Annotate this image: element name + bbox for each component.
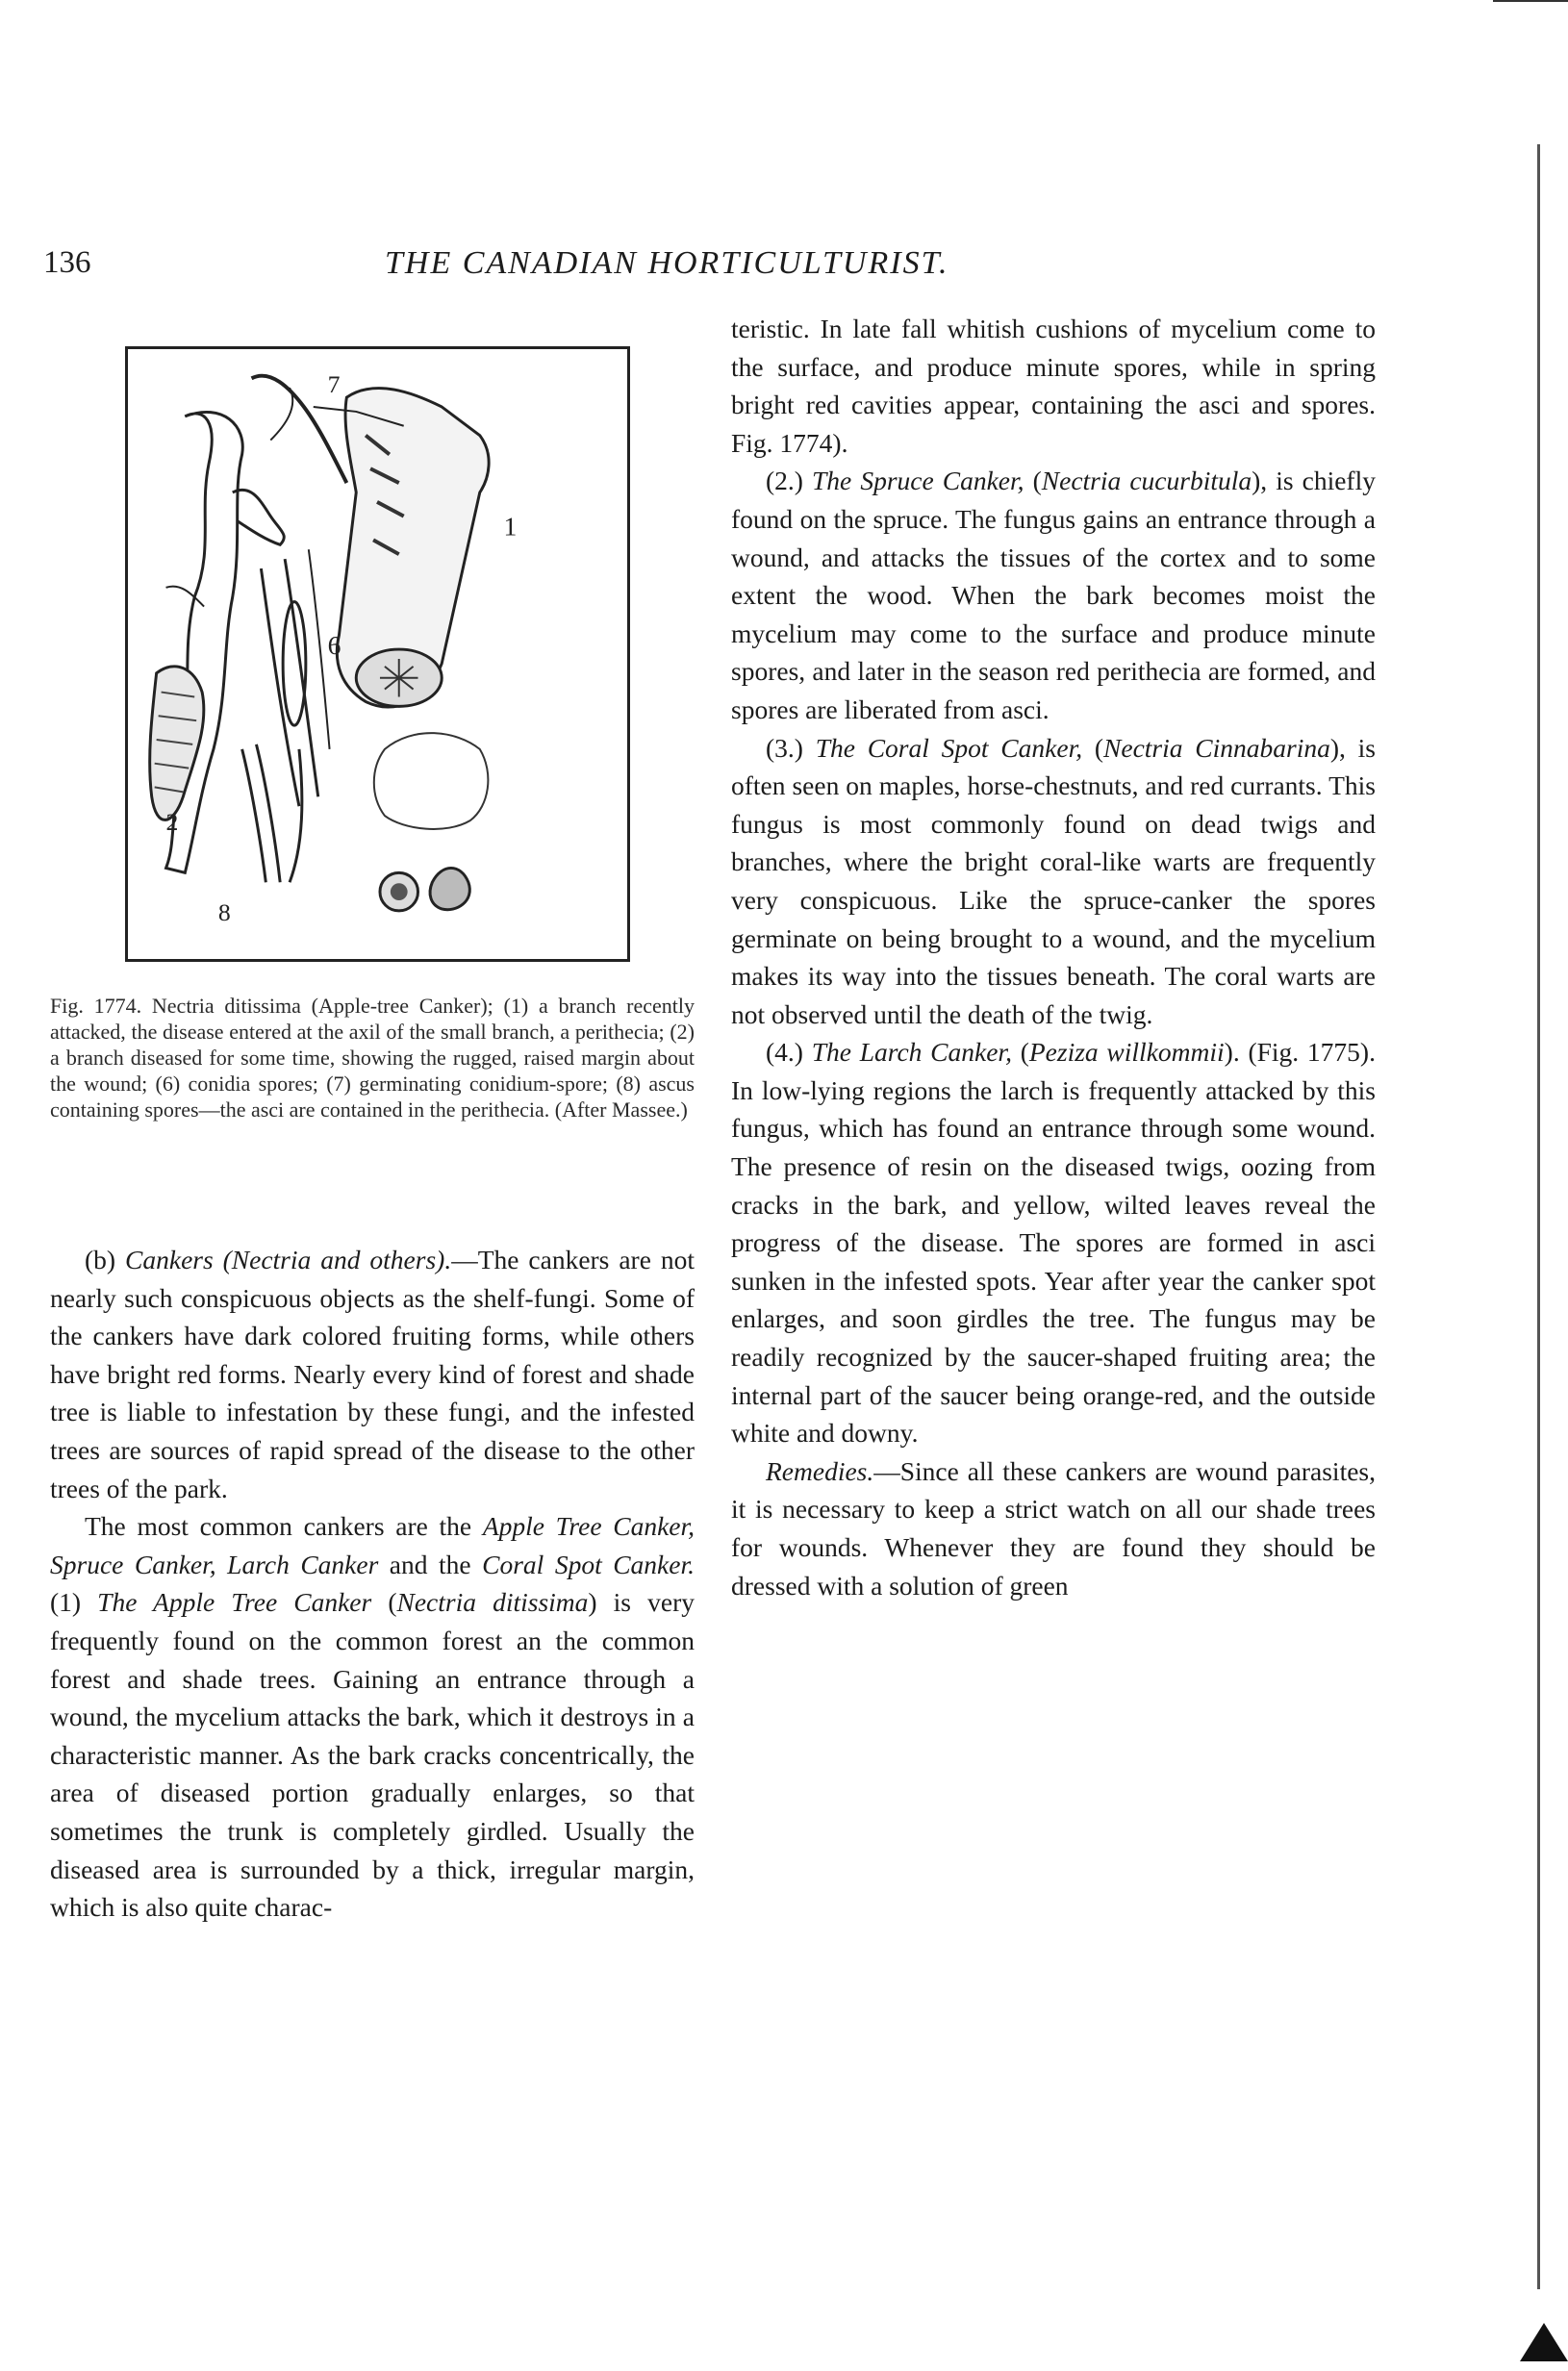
paragraph-spruce-canker: (2.) The Spruce Canker, (Nectria cucurbitula), is chiefly found on the spruce. The fungus gains an entrance through a wound, and attacks the tissues of the cortex and to some extent the wood. When the bark becomes moist the mycelium may come to the surface and produce minute spores, and later in the season red perithecia are formed, and spores are liberated from asci.: [731, 466, 1376, 724]
page-edge-line: [1493, 0, 1568, 2]
page-edge-shadow: [1537, 144, 1540, 2289]
running-title: THE CANADIAN HORTICULTURIST.: [385, 245, 949, 281]
paragraph-common-cankers: The most common cankers are the Apple Tree Canker, Spruce Canker, Larch Canker and the Coral Spot Canker. (1) The Apple Tree Canker (Nectria ditissima) is very frequently found on the common forest an the common forest and shade trees. Gaining an entrance through a wound, the mycelium attacks the bark, which it destroys in a characteristic manner. As the bark cracks concentrically, the area of diseased portion gradually enlarges, so that sometimes the trunk is completely girdled. Usually the diseased area is surrounded by a thick, irregular margin, which is also quite charac-: [50, 1511, 695, 1923]
figure-label-8: 8: [217, 897, 231, 926]
paragraph-continuation: teristic. In late fall whitish cushions of mycelium come to the surface, and produce minute spores, while in spring bright red cavities appear, containing the asci and spores. Fig. 1774).: [731, 314, 1376, 458]
figure-caption: Fig. 1774. Nectria ditissima (Apple-tree Canker); (1) a branch recently attacked, the disease entered at the axil of the small branch, a perithecia; (2) a branch diseased for some time, showing the rugged, raised margin about the wound; (6) conidia spores; (7) germinating conidium-spore; (8) ascus containing spores—the asci are contained in the perithecia. (After Massee.): [50, 994, 695, 1122]
page-corner-mark: [1520, 2323, 1568, 2361]
figure-label-7: 7: [327, 370, 341, 399]
figure-label-1: 1: [503, 511, 518, 542]
paragraph-remedies: Remedies.—Since all these cankers are wound parasites, it is necessary to keep a strict watch on all our shade trees for wounds. Whenever they are found they should be dressed with a solution of green: [731, 1455, 1376, 1601]
paragraph-larch-canker: (4.) The Larch Canker, (Peziza willkommii). (Fig. 1775). In low-lying regions the larch is frequently attacked by this fungus, which has found an entrance through some wound. The presence of resin on the diseased twigs, oozing from cracks in the bark, and yellow, wilted leaves reveal the progress of the disease. The spores are formed in asci sunken in the infested spots. Year after year the canker spot enlarges, and soon girdles the tree. The fungus may be readily recognized by the saucer-shaped fruiting area; the internal part of the saucer being orange-red, and the outside white and downy.: [731, 1037, 1376, 1449]
figure-illustration: [125, 346, 630, 962]
figure-label-6: 6: [327, 630, 341, 660]
paragraph-cankers-intro: (b) Cankers (Nectria and others).—The cankers are not nearly such conspicuous objects as the shelf-fungi. Some of the cankers have dark colored fruiting forms, while others have bright red forms. Nearly every kind of forest and shade tree is liable to infestation by these fungi, and the infested trees are sources of rapid spread of the disease to the other trees of the park.: [50, 1245, 695, 1503]
left-column: [50, 1241, 695, 1927]
page-number: 136: [43, 245, 91, 280]
paragraph-coral-spot-canker: (3.) The Coral Spot Canker, (Nectria Cinnabarina), is often seen on maples, horse-chestnuts, and red currants. This fungus is most commonly found on dead twigs and branches, where the bright coral-like warts are frequently very conspicuous. Like the spruce-canker the spores germinate on being brought to a wound, and the mycelium makes its way into the tissues beneath. The coral warts are not observed until the death of the twig.: [731, 732, 1376, 1029]
figure-label-2: 2: [165, 807, 179, 836]
right-column: [731, 310, 1376, 1604]
